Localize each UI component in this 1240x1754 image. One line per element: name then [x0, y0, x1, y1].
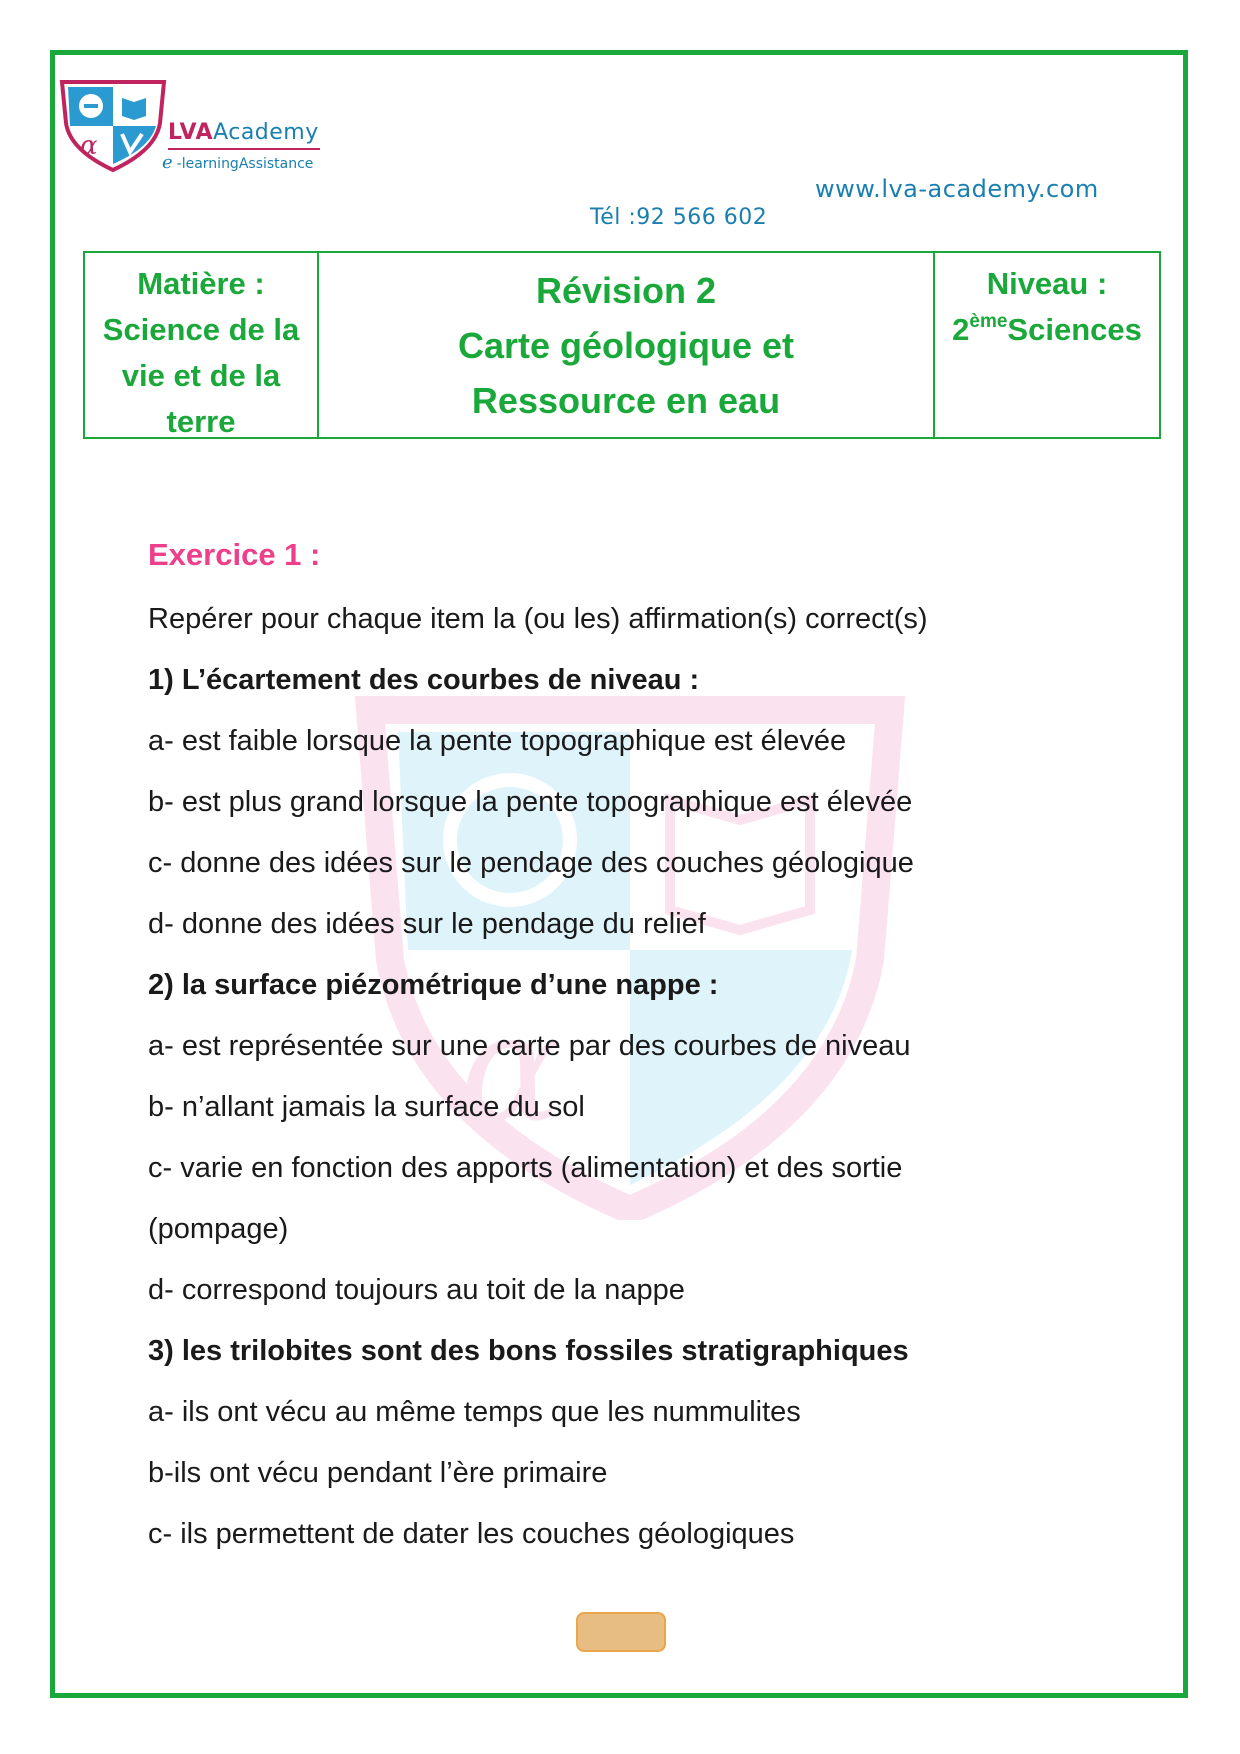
level-cell	[935, 253, 1159, 437]
title-cell	[319, 253, 935, 437]
phone-number: Tél :92 566 602	[590, 205, 768, 230]
brand-tagline	[162, 152, 313, 173]
option-item: a- est représentée sur une carte par des courbes de niveau	[148, 1030, 911, 1062]
lva-academy-logo-icon	[58, 78, 168, 173]
watermark-shield-icon	[350, 690, 910, 1220]
level-label: Niveau :	[986, 266, 1108, 301]
brand-underline	[168, 148, 320, 150]
info-table	[83, 251, 1161, 439]
subject-line: vie et de la	[121, 358, 281, 393]
option-item: d- correspond toujours au toit de la nappe	[148, 1274, 685, 1306]
subject-line: terre	[166, 404, 236, 439]
subject-cell	[85, 253, 319, 437]
subject-line: Matière :	[137, 266, 265, 301]
page-number-tab	[576, 1612, 666, 1652]
website-link[interactable]: www.lva-academy.com	[815, 175, 1099, 203]
brand-name	[168, 120, 319, 145]
level-number: 2	[952, 312, 970, 347]
tagline-e: e	[162, 152, 173, 173]
brand-academy: Academy	[213, 120, 319, 145]
option-item: c- ils permettent de dater les couches géologiques	[148, 1518, 795, 1550]
level-sup: ème	[969, 311, 1008, 332]
exercise-instruction: Repérer pour chaque item la (ou les) affirmation(s) correct(s)	[148, 603, 928, 635]
exercise-title: Exercice 1 :	[148, 537, 321, 572]
option-item: d- donne des idées sur le pendage du relief	[148, 908, 706, 940]
level-value	[935, 307, 1159, 353]
option-item: a- ils ont vécu au même temps que les nummulites	[148, 1396, 801, 1428]
tagline-text: -learningAssistance	[176, 156, 314, 172]
brand-lva: LVA	[168, 120, 214, 145]
title-line: Ressource en eau	[471, 380, 781, 421]
option-item: b- n’allant jamais la surface du sol	[148, 1091, 585, 1123]
title-line: Carte géologique et	[457, 325, 795, 366]
option-item: a- est faible lorsque la pente topographique est élevée	[148, 725, 847, 757]
option-item: c- donne des idées sur le pendage des couches géologique	[148, 847, 914, 879]
option-item: (pompage)	[148, 1213, 289, 1245]
question-2: 2) la surface piézométrique d’une nappe :	[148, 969, 719, 1001]
subject-line: Science de la	[102, 312, 300, 347]
question-1: 1) L’écartement des courbes de niveau :	[148, 664, 700, 696]
level-text: Sciences	[1007, 312, 1142, 347]
option-item: c- varie en fonction des apports (alimentation) et des sortie	[148, 1152, 903, 1184]
option-item: b-ils ont vécu pendant l’ère primaire	[148, 1457, 608, 1489]
question-3: 3) les trilobites sont des bons fossiles stratigraphiques	[148, 1335, 909, 1367]
svg-text:α: α	[460, 982, 562, 1156]
option-item: b- est plus grand lorsque la pente topographique est élevée	[148, 786, 913, 818]
svg-text:α: α	[80, 131, 98, 161]
title-line: Révision 2	[535, 270, 717, 311]
